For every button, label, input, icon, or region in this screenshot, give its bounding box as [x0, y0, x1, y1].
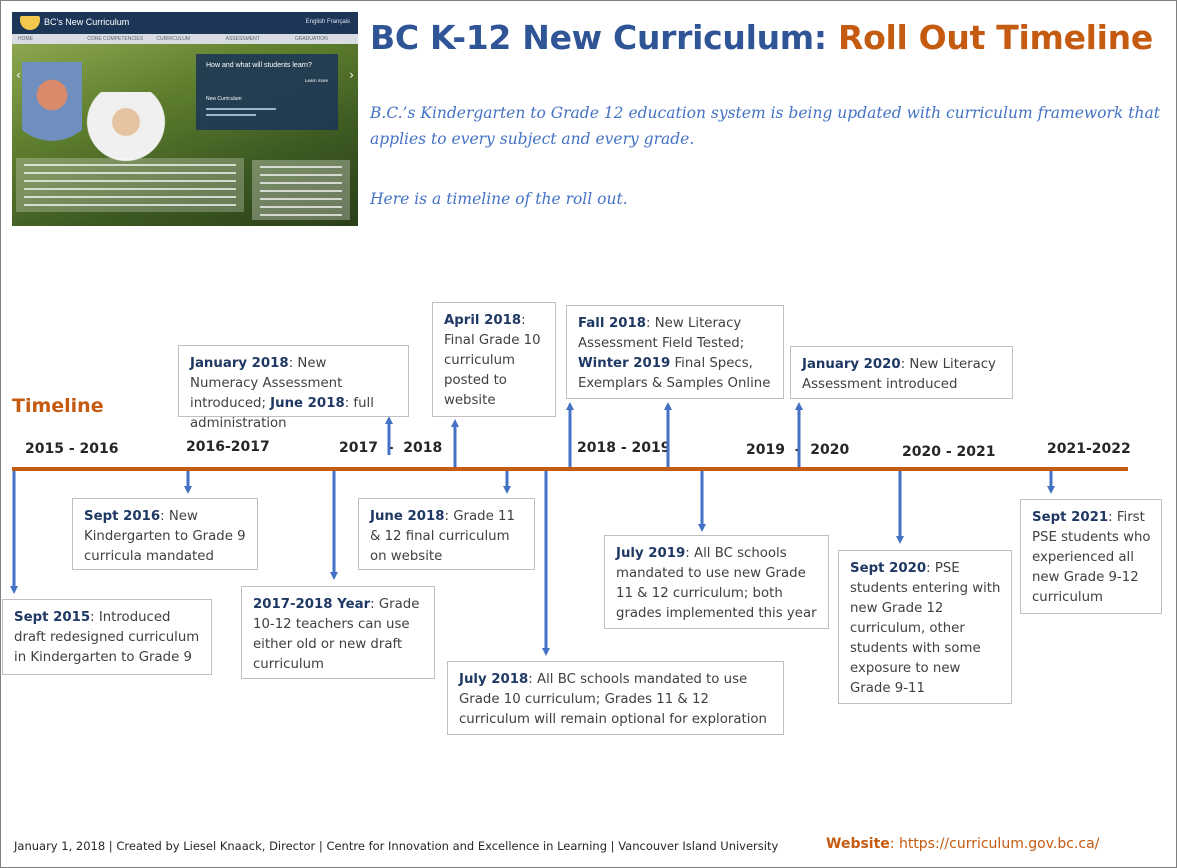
year-label: 2020 - 2021 — [902, 444, 996, 460]
title-main: BC K-12 New Curriculum: — [370, 18, 827, 57]
event-box — [790, 346, 1013, 399]
year-label: 2018 - 2019 — [577, 440, 671, 456]
event-text: : First PSE students who experienced all new Grade 9-12 curriculum — [1032, 510, 1151, 605]
event-text: Final Specs, Exemplars & Samples Online — [578, 356, 771, 391]
event-text: : New Numeracy Assessment introduced; — [190, 356, 343, 411]
event-text: : All BC schools mandated to use Grade 10 curriculum; Grades 11 & 12 curriculum will remain optional for exploration — [459, 672, 767, 727]
year-label: 2016-2017 — [186, 439, 270, 455]
event-box — [432, 302, 556, 417]
event-text: : New Literacy Assessment introduced — [802, 357, 996, 392]
event-date: July 2018 — [459, 672, 529, 687]
hero-language-links: English Français — [305, 19, 350, 25]
chevron-right-icon: › — [349, 68, 354, 82]
year-label: 2021-2022 — [1047, 441, 1131, 457]
event-date: Winter 2019 — [578, 356, 671, 371]
hero-card-link: Learn more — [304, 78, 328, 83]
year-label: 2015 - 2016 — [25, 441, 119, 457]
event-date: Sept 2021 — [1032, 510, 1109, 525]
year-label: 2017 - 2018 — [339, 440, 443, 456]
event-box — [178, 345, 409, 431]
hero-card-subtitle: New Curriculum — [206, 96, 242, 102]
event-text: : Introduced draft redesigned curriculum in Kindergarten to Grade 9 — [14, 610, 200, 665]
website-label: Website — [826, 836, 890, 852]
event-date: January 2018 — [190, 356, 289, 371]
event-date: July 2019 — [616, 546, 686, 561]
event-date: June 2018 — [270, 396, 345, 411]
footer-credit: January 1, 2018 | Created by Liesel Knaack, Director | Centre for Innovation and Excellence in Learning | Vancouver Island University — [14, 839, 779, 853]
hero-card-title: How and what will students learn? — [206, 62, 312, 69]
event-date: June 2018 — [370, 509, 445, 524]
event-box — [358, 498, 535, 570]
event-box — [566, 305, 784, 399]
hero-nav-item: ASSESSMENT — [225, 36, 260, 42]
website-url[interactable]: : https://curriculum.gov.bc.ca/ — [889, 836, 1100, 852]
event-text: : Grade 11 & 12 final curriculum on website — [370, 509, 515, 564]
event-text: : New Literacy Assessment Field Tested; — [578, 316, 745, 351]
intro-text: B.C.’s Kindergarten to Grade 12 education system is being updated with curriculum framework that applies to every subject and every grade. — [370, 104, 1160, 148]
event-text: : PSE students entering with new Grade 12 curriculum, other students with some exposure to new Grade 9-11 — [850, 561, 1001, 696]
event-box — [604, 535, 829, 629]
title-accent: Roll Out Timeline — [837, 18, 1153, 57]
event-text: : Final Grade 10 curriculum posted to website — [444, 313, 541, 408]
chevron-left-icon: ‹ — [16, 68, 21, 82]
hero-nav-item: CURRICULUM — [156, 36, 191, 42]
hero-nav-item: GRADUATION — [294, 36, 328, 42]
website-link[interactable] — [826, 836, 1099, 852]
event-box — [2, 599, 212, 675]
event-box — [241, 586, 435, 679]
event-date: Sept 2016 — [84, 509, 161, 524]
event-box — [1020, 499, 1162, 614]
event-date: 2017-2018 Year — [253, 597, 371, 612]
event-date: April 2018 — [444, 313, 522, 328]
event-date: Sept 2020 — [850, 561, 927, 576]
event-text: : full administration — [190, 396, 374, 431]
hero-brand: BC's New Curriculum — [44, 17, 130, 27]
event-text: : All BC schools mandated to use new Grade 11 & 12 curriculum; both grades implemented this year — [616, 546, 817, 621]
event-text: : New Kindergarten to Grade 9 curricula mandated — [84, 509, 246, 564]
event-date: January 2020 — [802, 357, 901, 372]
event-box — [72, 498, 258, 570]
event-box — [447, 661, 784, 735]
event-date: Sept 2015 — [14, 610, 91, 625]
event-date: Fall 2018 — [578, 316, 647, 331]
event-box — [838, 550, 1012, 704]
hero-nav-item: CORE COMPETENCIES — [87, 36, 144, 42]
event-text: : Grade 10-12 teachers can use either old or new draft curriculum — [253, 597, 420, 672]
intro-text-2: Here is a timeline of the roll out. — [370, 190, 628, 208]
year-label: 2019 - 2020 — [746, 442, 850, 458]
hero-nav-item: HOME — [18, 36, 33, 42]
timeline-heading: Timeline — [12, 395, 104, 417]
